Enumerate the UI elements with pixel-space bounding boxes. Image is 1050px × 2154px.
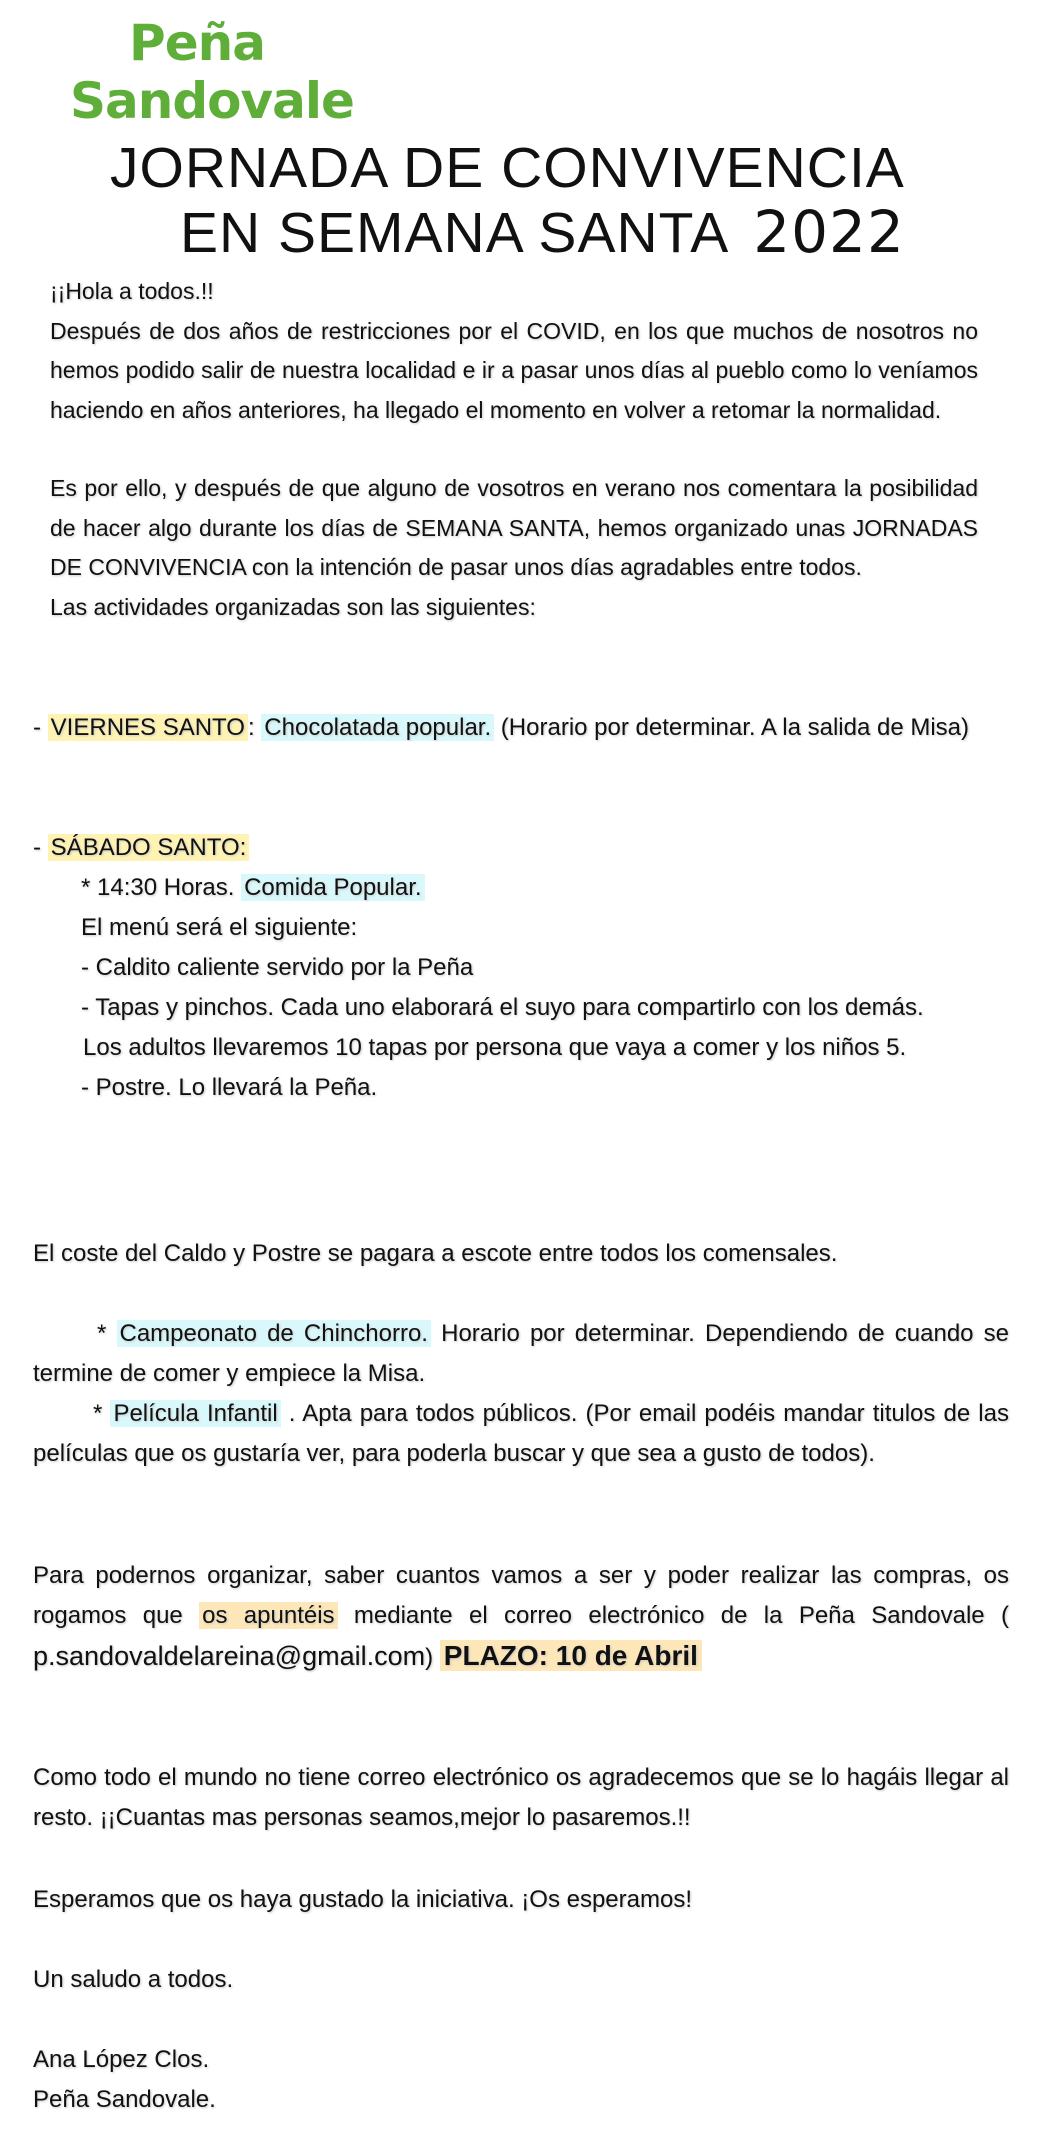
title-line-2 — [110, 200, 905, 265]
plazo-deadline: PLAZO: 10 de Abril — [440, 1640, 702, 1671]
campeonato-paragraph — [33, 1314, 1009, 1394]
menu-item-caldito: - Caldito caliente servido por la Peña — [81, 954, 474, 981]
viernes-section — [33, 708, 1009, 748]
pelicula-name: Película Infantil — [110, 1400, 280, 1427]
inscripcion-paragraph — [33, 1556, 1009, 1678]
apuntarse-highlight: os apuntéis — [199, 1602, 337, 1629]
spacer — [50, 430, 978, 469]
viernes-day: VIERNES SANTO — [48, 714, 248, 741]
viernes-dash: - — [33, 714, 48, 741]
viernes-colon: : — [247, 714, 255, 741]
logo-line-1: Peña — [129, 14, 265, 72]
comida-prefix: * 14:30 Horas. — [81, 874, 242, 901]
correo-note-paragraph: Como todo el mundo no tiene correo electrónico os agradecemos que se lo hagáis llegar al resto. ¡¡Cuantas mas personas seamos,mejor lo pasaremos.!! — [33, 1764, 1009, 1831]
viernes-details: (Horario por determinar. A la salida de Misa) — [494, 714, 970, 741]
coste-paragraph: El coste del Caldo y Postre se pagara a escote entre todos los comensales. — [33, 1240, 838, 1267]
pelicula-paragraph — [33, 1394, 1009, 1474]
greeting: ¡¡Hola a todos.!! — [50, 278, 214, 304]
pena-sandovale-logo — [70, 14, 354, 130]
menu-item-postre: - Postre. Lo llevará la Peña. — [81, 1074, 378, 1101]
logo-line-2: Sandovale — [70, 72, 354, 130]
signature-name: Ana López Clos. — [33, 2046, 210, 2073]
saludo-line: Un saludo a todos. — [33, 1966, 234, 1993]
page-title — [110, 136, 905, 265]
signature-org: Peña Sandovale. — [33, 2086, 216, 2113]
sabado-day: SÁBADO SANTO: — [48, 834, 250, 861]
inscripcion-text-1: Para podernos organizar, saber cuantos vamos a ser y poder realizar las compras, os rogamos que — [33, 1562, 1009, 1629]
menu-item-tapas: - Tapas y pinchos. Cada uno elaborará el suyo para compartirlo con los demás. — [81, 994, 924, 1021]
menu-item-tapas-note: Los adultos llevaremos 10 tapas por persona que vaya a comer y los niños 5. — [83, 1034, 907, 1061]
inscripcion-text-3: ) — [425, 1644, 440, 1671]
title-line-2-text: EN SEMANA SANTA — [180, 201, 730, 265]
inscripcion-text-2: mediante el correo electrónico de la Peña Sandovale ( — [337, 1602, 1009, 1629]
comida-popular: Comida Popular. — [241, 874, 424, 901]
campeonato-name: Campeonato de Chinchorro. — [117, 1320, 431, 1347]
closing-line: Esperamos que os haya gustado la iniciativa. ¡Os esperamos! — [33, 1886, 693, 1913]
title-line-1: JORNADA DE CONVIVENCIA — [110, 136, 905, 200]
menu-intro: El menú será el siguiente: — [81, 914, 358, 941]
campeonato-details: Horario por determinar. Dependiendo de cuando se termine de comer y empiece la Misa. — [33, 1320, 1010, 1387]
pelicula-details: . Apta para todos públicos. (Por email podéis mandar titulos de las películas que os gustaría ver, para poderla buscar y que sea a gusto de todos). — [33, 1400, 1009, 1467]
intro-paragraph-2: Es por ello, y después de que alguno de vosotros en verano nos comentara la posibilidad de hacer algo durante los días de SEMANA SANTA, hemos organizado unas JORNADAS DE CONVIVENCIA con la intención de pasar unos días agradables entre todos. — [50, 475, 978, 580]
sabado-heading — [33, 828, 1009, 868]
title-year: 2022 — [753, 198, 905, 266]
viernes-activity: Chocolatada popular. — [261, 714, 494, 741]
email-address[interactable]: p.sandovaldelareina@gmail.com — [33, 1641, 426, 1671]
intro-section — [50, 272, 978, 627]
pelicula-prefix: * — [93, 1400, 111, 1427]
sabado-dash: - — [33, 834, 48, 861]
activities-intro: Las actividades organizadas son las siguientes: — [50, 593, 536, 620]
sabado-section — [33, 828, 1009, 1108]
campeonato-prefix: * — [97, 1320, 117, 1347]
intro-paragraph-1: Después de dos años de restricciones por el COVID, en los que muchos de nosotros no hemos podido salir de nuestra localidad e ir a pasar unos días al pueblo como lo veníamos haciendo en años anteriores, ha llegado el momento en volver a retomar la normalidad. — [50, 317, 978, 423]
sabado-comida-line — [33, 868, 1009, 908]
